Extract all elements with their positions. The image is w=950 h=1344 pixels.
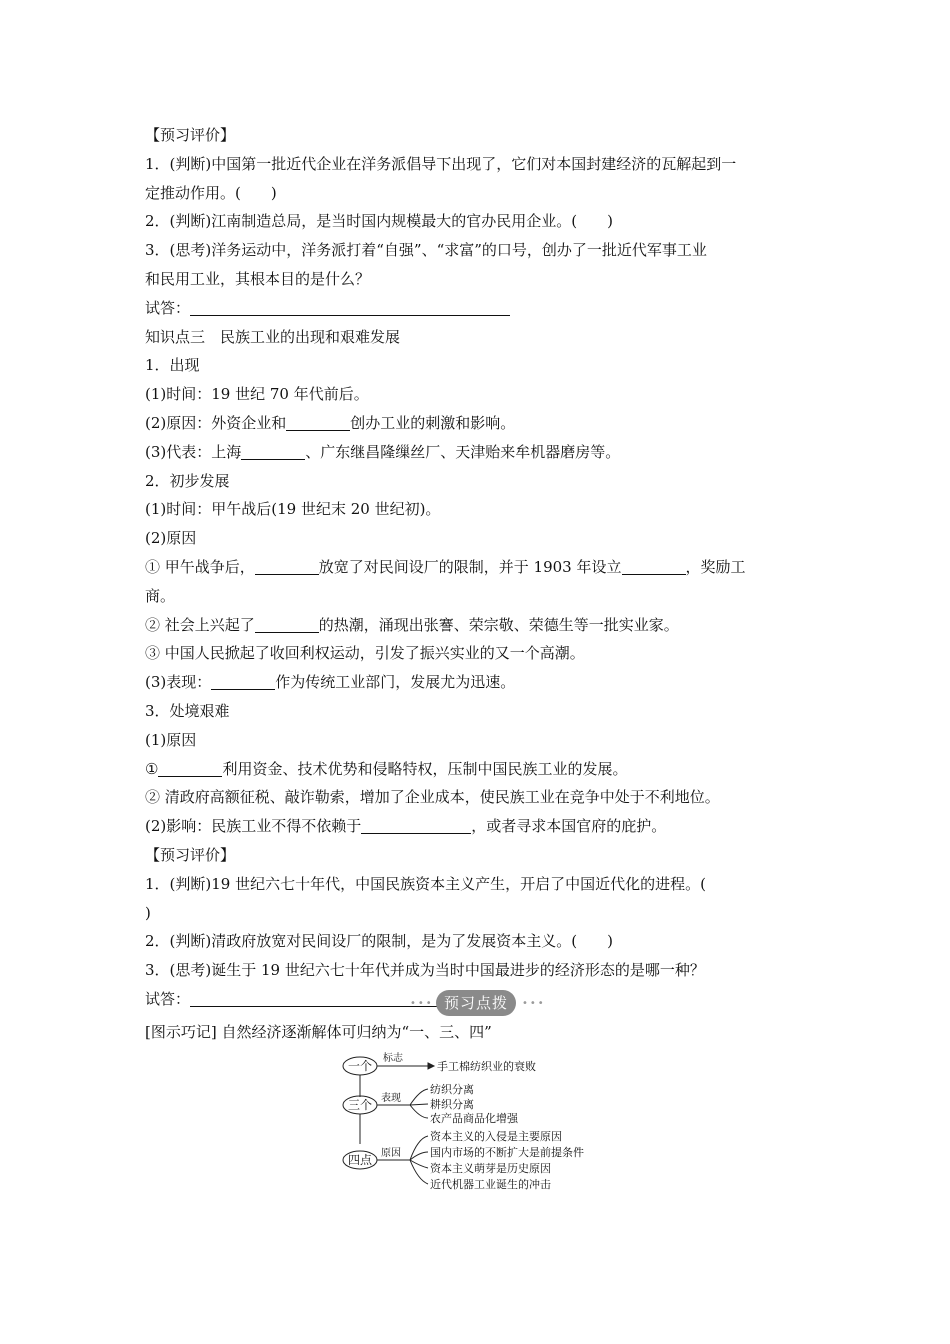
four-item-2: 国内市场的不断扩大是前提条件 bbox=[430, 1146, 584, 1159]
development-time: (1)时间：甲午战后(19 世纪末 20 世纪初)。 bbox=[145, 500, 441, 519]
development-reason: (2)原因 bbox=[145, 529, 197, 548]
fill-blank[interactable] bbox=[255, 616, 319, 633]
node-one: 一个 bbox=[347, 1059, 373, 1073]
answer-line bbox=[145, 294, 815, 323]
subheading-emergence: 1．出现 bbox=[145, 356, 200, 375]
question-1-line-1: 1．(判断)中国第一批近代企业在洋务派倡导下出现了，它们对本国封建经济的瓦解起到一 bbox=[145, 154, 737, 173]
node-three: 三个 bbox=[347, 1098, 373, 1112]
difficulty-reason: (1)原因 bbox=[145, 730, 197, 749]
difficulty-reason-1: ① 利用资金、技术优势和侵略特权，压制中国民族工业的发展。 bbox=[145, 759, 628, 778]
fill-blank[interactable] bbox=[622, 558, 686, 575]
question-1-line-2: 定推动作用。( ) bbox=[145, 183, 277, 202]
answer-label: 试答： bbox=[145, 298, 191, 317]
edge-label-reason: 原因 bbox=[381, 1148, 401, 1159]
diagram-tip: [图示巧记] 自然经济逐渐解体可归纳为“一、三、四” bbox=[145, 1023, 492, 1041]
question-3-line-1: 3．(思考)洋务运动中，洋务派打着“自强”、“求富”的口号，创办了一批近代军事工业 bbox=[145, 241, 707, 260]
fill-blank[interactable] bbox=[286, 414, 350, 431]
difficulty-effect: (2)影响：民族工业不得不依赖于 ，或者寻求本国官府的庇护。 bbox=[145, 817, 667, 836]
fill-blank[interactable] bbox=[241, 443, 305, 460]
difficulty-reason-2: ② 清政府高额征税、敲诈勒索，增加了企业成本，使民族工业在竞争中处于不利地位。 bbox=[145, 788, 720, 807]
subheading-development: 2．初步发展 bbox=[145, 471, 230, 490]
four-item-3: 资本主义萌芽是历史原因 bbox=[430, 1162, 551, 1175]
banner-dots-right: ••• bbox=[522, 998, 546, 1009]
three-item-2: 耕织分离 bbox=[430, 1098, 474, 1111]
development-reason-3: ③ 中国人民掀起了收回利权运动，引发了振兴实业的又一个高潮。 bbox=[145, 644, 585, 663]
node-four: 四点 bbox=[347, 1153, 373, 1167]
three-item-3: 农产品商品化增强 bbox=[430, 1112, 518, 1125]
question-2: 2．(判断)清政府放宽对民间设厂的限制，是为了发展资本主义。( ) bbox=[145, 932, 613, 951]
banner-label: 预习点拨 bbox=[436, 990, 516, 1016]
development-reason-1-cont: 商。 bbox=[145, 586, 176, 605]
section-heading: 【预习评价】 bbox=[145, 845, 236, 864]
answer-blank[interactable] bbox=[190, 299, 510, 316]
one-item-1: 手工棉纺织业的衰败 bbox=[437, 1060, 536, 1073]
four-item-1: 资本主义的入侵是主要原因 bbox=[430, 1130, 562, 1143]
preview-tips-banner bbox=[0, 990, 950, 1020]
question-1-line-2: ) bbox=[145, 903, 151, 922]
three-item-1: 纺织分离 bbox=[430, 1083, 474, 1096]
fill-blank[interactable] bbox=[211, 673, 275, 690]
fill-blank[interactable] bbox=[255, 558, 319, 575]
section-heading: 【预习评价】 bbox=[145, 126, 236, 144]
edge-label-show: 表现 bbox=[381, 1093, 401, 1104]
question-2: 2．(判断)江南制造总局，是当时国内规模最大的官办民用企业。( ) bbox=[145, 212, 613, 231]
emergence-representative: (3)代表：上海 、广东继昌隆缫丝厂、天津贻来牟机器磨房等。 bbox=[145, 442, 621, 461]
fill-blank[interactable] bbox=[158, 760, 222, 777]
knowledge-point-title: 知识点三 民族工业的出现和艰难发展 bbox=[145, 327, 401, 346]
development-reason-2: ② 社会上兴起了 的热潮，涌现出张謇、荣宗敬、荣德生等一批实业家。 bbox=[145, 615, 679, 634]
question-3: 3．(思考)诞生于 19 世纪六七十年代并成为当时中国最进步的经济形态的是哪一种？ bbox=[145, 961, 705, 980]
development-reason-1: ① 甲午战争后， 放宽了对民间设厂的限制，并于 1903 年设立 ，奖励工 bbox=[145, 557, 746, 576]
subheading-difficulty: 3．处境艰难 bbox=[145, 701, 230, 720]
emergence-reason: (2)原因：外资企业和 创办工业的刺激和影响。 bbox=[145, 413, 516, 432]
development-show: (3)表现： 作为传统工业部门，发展尤为迅速。 bbox=[145, 673, 516, 692]
document-body bbox=[145, 121, 815, 1014]
fill-blank[interactable] bbox=[361, 817, 471, 834]
question-1-line-1: 1．(判断)19 世纪六七十年代，中国民族资本主义产生，开启了中国近代化的进程。( bbox=[145, 874, 706, 893]
four-item-4: 近代机器工业诞生的冲击 bbox=[430, 1178, 551, 1191]
banner-dots-left: ••• bbox=[410, 998, 434, 1009]
answer-label: 试答： bbox=[145, 989, 191, 1008]
edge-label-sign: 标志 bbox=[383, 1053, 403, 1064]
emergence-time: (1)时间：19 世纪 70 年代前后。 bbox=[145, 385, 369, 404]
question-3-line-2: 和民用工业，其根本目的是什么？ bbox=[145, 269, 371, 288]
